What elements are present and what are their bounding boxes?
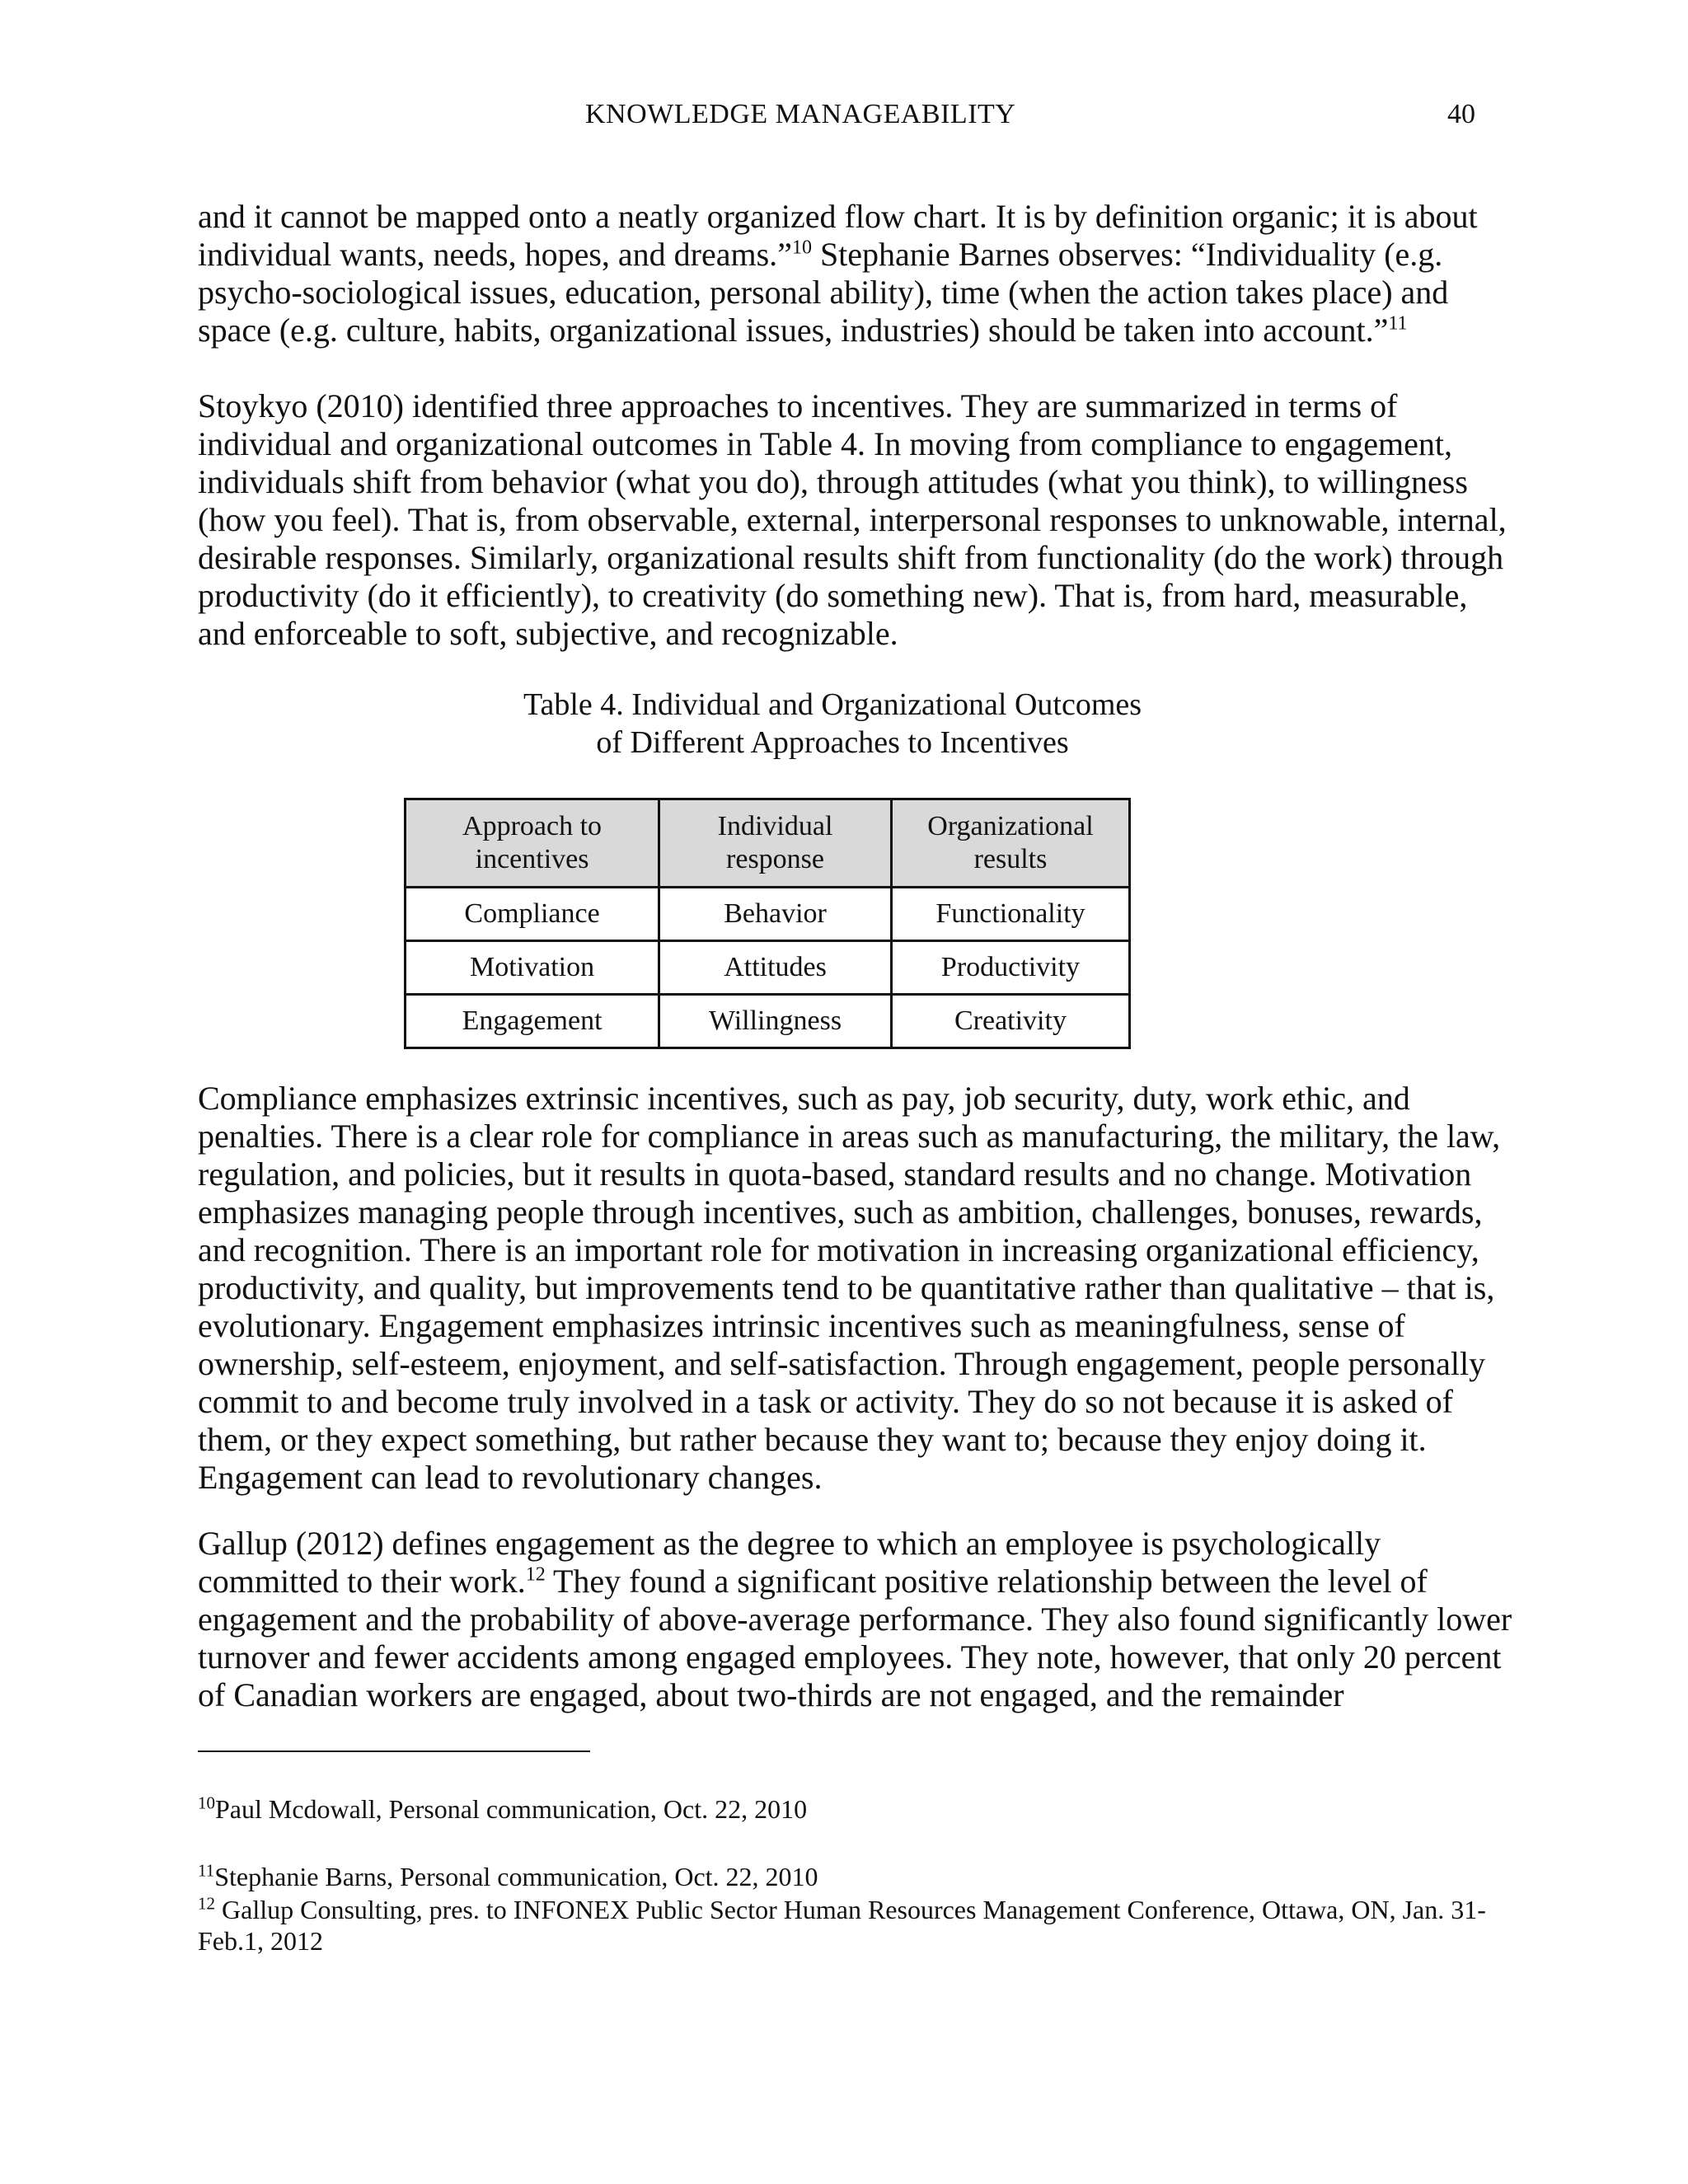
footnote-mark: 12 <box>198 1893 215 1914</box>
table-header-row <box>406 799 1130 888</box>
running-head: KNOWLEDGE MANAGEABILITY <box>585 99 1016 129</box>
table-row <box>406 941 1130 995</box>
table-cell: Productivity <box>891 941 1129 995</box>
outcomes-table <box>404 798 1131 1049</box>
footnote-text: Gallup Consulting, pres. to INFONEX Public Sector Human Resources Management Conference, Ottawa, ON, Jan. 31-Feb.1, 2012 <box>198 1895 1486 1956</box>
paragraph-1-text-b: Stephanie Barnes observes: “Individuality (e.g. psycho-sociological issues, education, personal ability), time (when the action takes place) and space (e.g. culture, habits, organizational issues, industries) should be taken into account.” <box>198 236 1449 349</box>
footnote-12 <box>198 1894 1533 1957</box>
paragraph-2-text: Stoykyo (2010) identified three approaches to incentives. They are summarized in terms of individual and organizational outcomes in Table 4. In moving from compliance to engagement, individuals shift from behavior (what you do), through attitudes (what you think), to willingness (how you feel). That is, from observable, external, interpersonal responses to unknowable, internal, desirable responses. Similarly, organizational results shift from functionality (do the work) through productivity (do it efficiently), to creativity (do something new). That is, from hard, measurable, and enforceable to soft, subjective, and recognizable. <box>198 387 1507 652</box>
table-cell: Willingness <box>659 995 892 1048</box>
footnote-ref-11: 11 <box>1388 312 1408 335</box>
table-header-cell: Organizational results <box>891 799 1129 888</box>
paragraph-2 <box>198 387 1517 653</box>
table-header-cell: Approach to incentives <box>406 799 659 888</box>
table-cell: Attitudes <box>659 941 892 995</box>
footnote-mark: 10 <box>198 1793 215 1813</box>
footnote-10 <box>198 1793 1533 1825</box>
paragraph-4-text-b: They found a significant positive relationship between the level of engagement and the probability of above-average performance. They also found significantly lower turnover and fewer accidents among engaged employees. They note, however, that only 20 percent of Canadian workers are engaged, about two-thirds are not engaged, and the remainder <box>198 1563 1512 1713</box>
table-cell: Functionality <box>891 888 1129 941</box>
table-row <box>406 995 1130 1048</box>
footnote-ref-10: 10 <box>791 237 812 259</box>
table-cell: Creativity <box>891 995 1129 1048</box>
footnote-text: Paul Mcdowall, Personal communication, Oct. 22, 2010 <box>215 1794 808 1824</box>
table-cell: Motivation <box>406 941 659 995</box>
table-header-cell: Individual response <box>659 799 892 888</box>
paragraph-3 <box>198 1080 1517 1497</box>
table-cell: Compliance <box>406 888 659 941</box>
footnote-text: Stephanie Barns, Personal communication, Oct. 22, 2010 <box>214 1862 818 1891</box>
paragraph-4 <box>198 1525 1517 1714</box>
paragraph-1 <box>198 198 1517 349</box>
footnote-ref-12: 12 <box>525 1563 546 1586</box>
page-number: 40 <box>1447 99 1475 129</box>
table-cell: Engagement <box>406 995 659 1048</box>
table-cell: Behavior <box>659 888 892 941</box>
footnote-divider <box>198 1750 590 1752</box>
table-row <box>406 888 1130 941</box>
footnote-mark: 11 <box>198 1860 215 1881</box>
paragraph-1-text-a: and it cannot be mapped onto a neatly organized flow chart. It is by definition organic; it is about individual wants, needs, hopes, and dreams.” <box>198 198 1478 273</box>
table-caption: Table 4. Individual and Organizational Outcomes of Different Approaches to Incentives <box>523 687 1142 760</box>
paragraph-3-text: Compliance emphasizes extrinsic incentives, such as pay, job security, duty, work ethic, and penalties. There is a clear role for compliance in areas such as manufacturing, the military, the law, regulation, and policies, but it results in quota-based, standard results and no change. Motivation emphasizes managing people through incentives, such as ambition, challenges, bonuses, rewards, and recognition. There is an important role for motivation in increasing organizational efficiency, productivity, and quality, but improvements tend to be quantitative rather than qualitative – that is, evolutionary. Engagement emphasizes intrinsic incentives such as meaningfulness, sense of ownership, self-esteem, enjoyment, and self-satisfaction. Through engagement, people personally commit to and become truly involved in a task or activity. They do so not because it is asked of them, or they expect something, but rather because they want to; because they enjoy doing it. Engagement can lead to revolutionary changes. <box>198 1080 1501 1496</box>
paragraph-4-text-a: Gallup (2012) defines engagement as the degree to which an employee is psychologically committed to their work. <box>198 1525 1381 1600</box>
footnote-11 <box>198 1861 1533 1892</box>
